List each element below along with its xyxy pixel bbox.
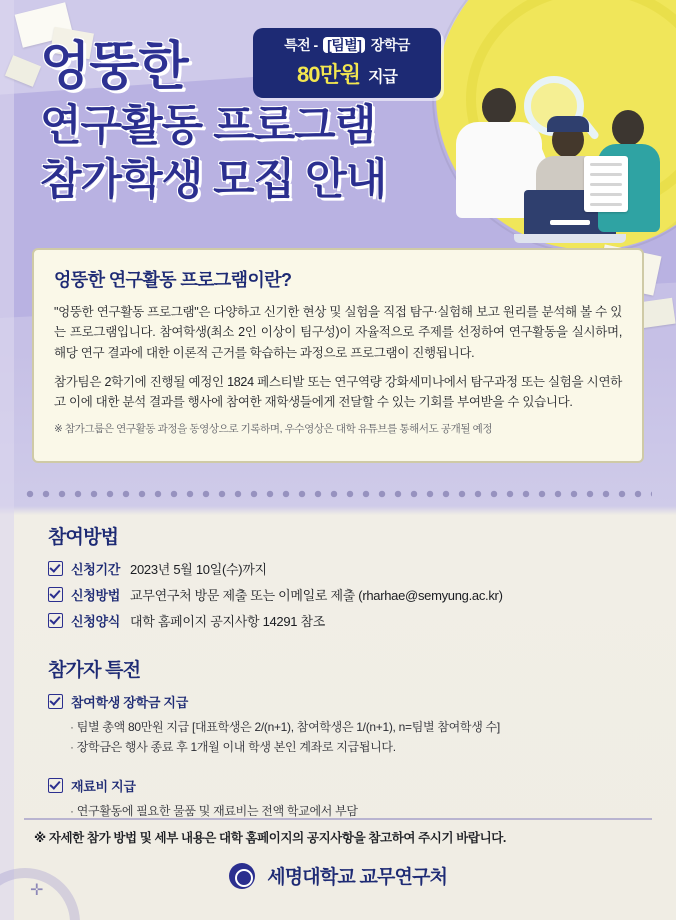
details-section: [48, 522, 648, 822]
benefit-item-row: [48, 776, 648, 795]
left-edge-band: [0, 0, 14, 920]
clipboard-icon: [584, 156, 628, 212]
apply-item-label: 신청방법: [71, 588, 121, 603]
spacer: [48, 758, 648, 776]
apply-item-value: 2023년 5월 10일(수)까지: [130, 562, 267, 577]
check-icon: [48, 561, 63, 576]
badge-amount: 80만원: [296, 62, 360, 87]
intro-paragraph-2: 참가팀은 2학기에 진행될 예정인 1824 페스티발 또는 연구역량 강화세미나에서 탐구과정 또는 실험을 시연하고 이에 대한 분석 결과를 행사에 참여한 재학생들에게 전달할 수 있는 기회를 부여받을 수 있습니다.: [54, 374, 622, 409]
spacer: [48, 637, 648, 655]
badge-prefix: 특전 -: [284, 37, 318, 53]
apply-item-value: 대학 홈페이지 공지사항 14291 참조: [130, 614, 326, 629]
title-line-1: 엉뚱한: [40, 38, 188, 96]
perforation-divider: [24, 488, 652, 500]
student-head-icon: [612, 110, 644, 146]
footer-divider: [24, 818, 652, 820]
badge-line-2: [263, 58, 431, 89]
check-icon: [48, 587, 63, 602]
apply-heading: 참여방법: [48, 527, 119, 548]
title-line-2: 연구활동 프로그램: [40, 102, 376, 151]
apply-item-value: 교무연구처 방문 제출 또는 이메일로 제출 (rharhae@semyung.ac.kr): [130, 588, 503, 603]
title-line-3: 참가학생 모집 안내: [40, 156, 387, 205]
benefit-item-label: 참여학생 장학금 지급: [71, 695, 188, 710]
badge-tag: [팀별]: [323, 37, 365, 53]
benefit-item-sub: · 장학금은 행사 종료 후 1개월 이내 학생 본인 계좌로 지급됩니다.: [70, 738, 648, 755]
check-icon: [48, 613, 63, 628]
university-emblem-icon: [229, 863, 255, 889]
badge-line-1: [263, 35, 431, 55]
scholarship-badge: [253, 28, 441, 98]
benefit-item-row: [48, 692, 648, 711]
intro-card: [32, 248, 644, 463]
corner-plus-icon: ✛: [30, 882, 44, 899]
apply-item-row: [48, 559, 648, 578]
apply-item-row: [48, 611, 648, 630]
benefits-heading: 참가자 특전: [48, 660, 141, 681]
badge-suffix: 장학금: [370, 37, 410, 53]
apply-item-label: 신청기간: [71, 562, 121, 577]
intro-heading: 엉뚱한 연구활동 프로그램이란?: [54, 270, 292, 290]
intro-note: ※ 참가그룹은 연구활동 과정을 동영상으로 기록하며, 우수영상은 대학 유튜브를 통해서도 공개될 예정: [54, 423, 493, 436]
intro-paragraph-1: "엉뚱한 연구활동 프로그램"은 다양하고 신기한 현상 및 실험을 직접 탐구·실험해 보고 원리를 분석해 볼 수 있는 프로그램입니다. 참여학생(최소 2인 이상이 팀구성)이 자율적으로 주제를 선정하여 연구활동을 실시하며, 해당 연구 결과에 대한 이론적 근거를 학습하는 과정으로 프로그램이 진행됩니다.: [54, 305, 622, 360]
apply-item-label: 신청양식: [71, 614, 121, 629]
student-cap-shape: [547, 116, 589, 132]
check-icon: [48, 778, 63, 793]
check-icon: [48, 694, 63, 709]
badge-amount-suffix: 지급: [368, 69, 398, 86]
benefit-item-sub: · 연구활동에 필요한 물품 및 재료비는 전액 학교에서 부담: [70, 802, 648, 819]
organization-name: 세명대학교 교무연구처: [267, 867, 448, 888]
poster-footer: [0, 862, 676, 889]
apply-item-row: [48, 585, 648, 604]
footnote-text: ※ 자세한 참가 방법 및 세부 내용은 대학 홈페이지의 공지사항을 참고하여 주시기 바랍니다.: [34, 831, 507, 845]
benefit-item-label: 재료비 지급: [71, 779, 136, 794]
benefit-item-sub: · 팀별 총액 80만원 지급 [대표학생은 2/(n+1), 참여학생은 1/(n+1), n=팀별 참여학생 수]: [70, 718, 648, 735]
